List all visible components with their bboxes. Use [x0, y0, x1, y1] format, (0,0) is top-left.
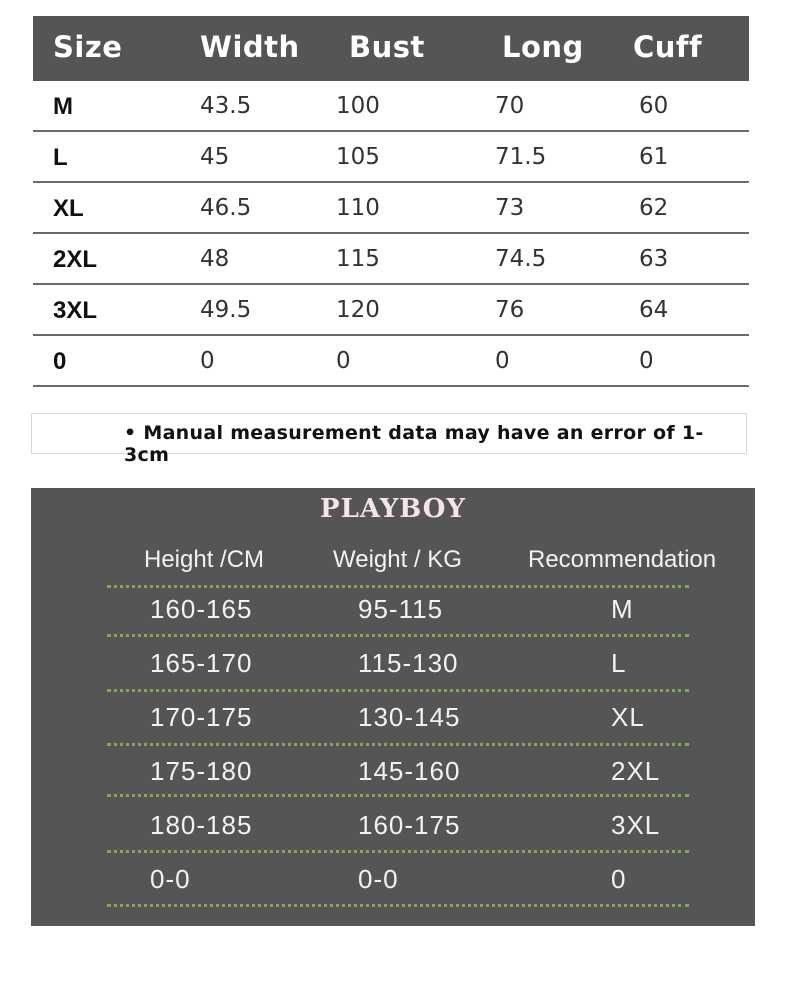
bust-value: 120 — [336, 297, 380, 323]
size-recommendation-value: 3XL — [611, 810, 661, 840]
height-value: 165-170 — [150, 648, 253, 678]
table-row — [33, 183, 749, 234]
weight-value: 130-145 — [358, 702, 461, 732]
long-value: 70 — [495, 93, 525, 119]
dotted-divider — [107, 634, 689, 637]
dotted-divider — [107, 904, 689, 907]
size-label: L — [53, 144, 68, 171]
dotted-divider — [107, 850, 689, 853]
size-label: XL — [53, 195, 84, 222]
size-label: 3XL — [53, 297, 98, 324]
header-bust: Bust — [349, 30, 425, 64]
dotted-divider — [107, 743, 689, 746]
header-height: Height /CM — [144, 546, 265, 573]
dotted-divider — [107, 585, 689, 588]
header-long: Long — [502, 30, 584, 64]
cuff-value: 62 — [639, 195, 669, 221]
brand-logo: PLAYBOY — [320, 494, 466, 524]
long-value: 74.5 — [495, 246, 547, 272]
weight-value: 145-160 — [358, 756, 461, 786]
bust-value: 105 — [336, 144, 380, 170]
size-recommendation-value: L — [611, 648, 627, 678]
width-value: 43.5 — [200, 93, 252, 119]
bust-value: 0 — [336, 348, 351, 374]
size-label: 0 — [53, 348, 67, 375]
header-recommendation: Recommendation — [528, 546, 717, 573]
height-value: 175-180 — [150, 756, 253, 786]
height-value: 170-175 — [150, 702, 253, 732]
size-label: 2XL — [53, 246, 98, 273]
table-row — [33, 132, 749, 183]
header-weight: Weight / KG — [333, 546, 462, 573]
cuff-value: 0 — [639, 348, 654, 374]
table-row — [33, 336, 749, 387]
weight-value: 95-115 — [358, 594, 444, 624]
cuff-value: 61 — [639, 144, 669, 170]
long-value: 0 — [495, 348, 510, 374]
height-value: 0-0 — [150, 864, 191, 894]
width-value: 46.5 — [200, 195, 252, 221]
size-recommendation-panel — [31, 488, 755, 926]
header-size: Size — [53, 30, 123, 64]
bust-value: 100 — [336, 93, 380, 119]
height-value: 160-165 — [150, 594, 253, 624]
table-row — [33, 285, 749, 336]
dotted-divider — [107, 689, 689, 692]
weight-value: 115-130 — [358, 648, 459, 678]
header-cuff: Cuff — [633, 30, 703, 64]
header-width: Width — [200, 30, 300, 64]
dotted-divider — [107, 794, 689, 797]
cuff-value: 64 — [639, 297, 669, 323]
width-value: 48 — [200, 246, 230, 272]
long-value: 73 — [495, 195, 525, 221]
long-value: 76 — [495, 297, 525, 323]
table-row — [33, 81, 749, 132]
width-value: 0 — [200, 348, 215, 374]
long-value: 71.5 — [495, 144, 547, 170]
measurement-note-box — [31, 413, 747, 466]
height-value: 180-185 — [150, 810, 253, 840]
size-recommendation-value: 2XL — [611, 756, 661, 786]
measurement-note-text: • Manual measurement data may have an error of 1-3cm — [124, 422, 704, 466]
size-label: M — [53, 93, 73, 120]
width-value: 45 — [200, 144, 230, 170]
cuff-value: 63 — [639, 246, 669, 272]
cuff-value: 60 — [639, 93, 669, 119]
bust-value: 110 — [336, 195, 380, 221]
size-recommendation-value: XL — [611, 702, 645, 732]
weight-value: 0-0 — [358, 864, 399, 894]
size-chart-header — [33, 16, 749, 81]
size-recommendation-value: M — [611, 594, 634, 624]
bust-value: 115 — [336, 246, 380, 272]
size-recommendation-value: 0 — [611, 864, 627, 894]
size-chart-table — [33, 16, 749, 387]
width-value: 49.5 — [200, 297, 252, 323]
weight-value: 160-175 — [358, 810, 461, 840]
table-row — [33, 234, 749, 285]
